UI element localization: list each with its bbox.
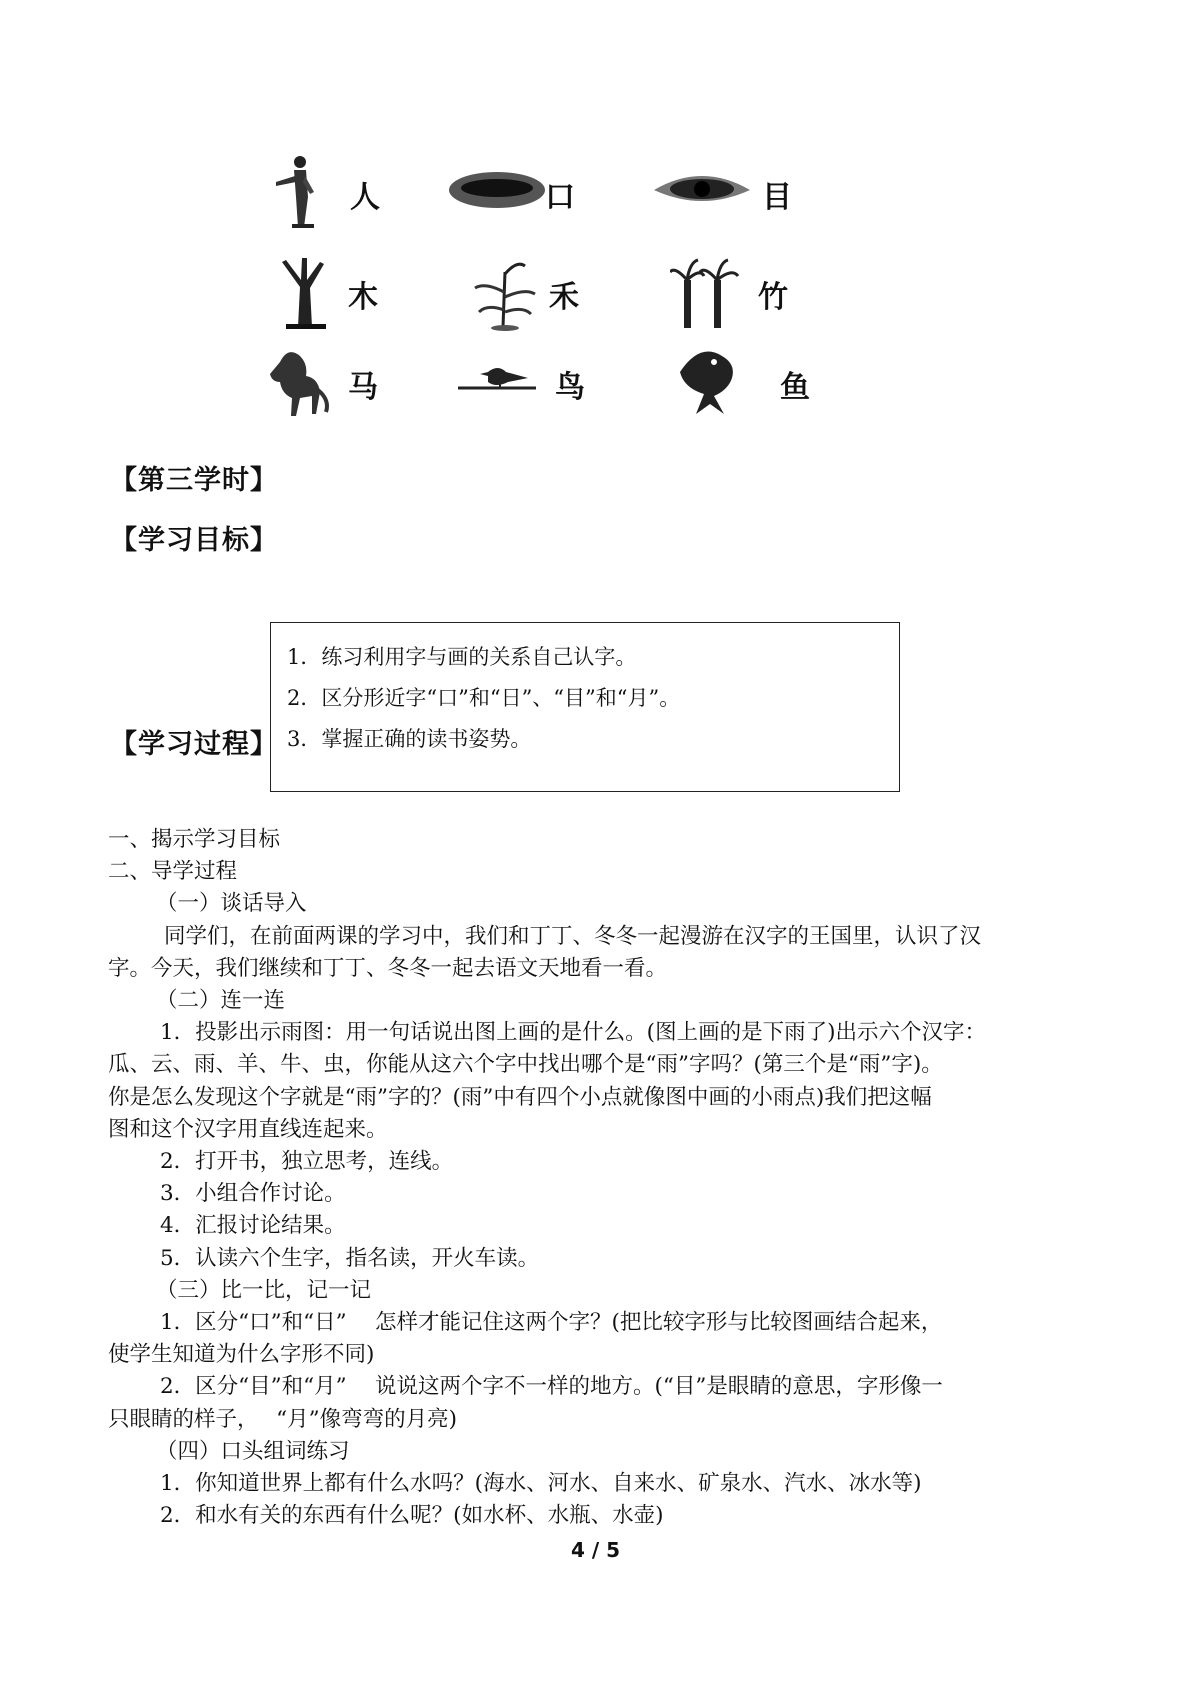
pictograph-char: 竹 [758, 280, 788, 315]
tree-pictograph-icon [270, 252, 340, 332]
body-line: （三）比一比，记一记 [156, 1277, 372, 1303]
body-line: 2．区分“目”和“月” 说说这两个字不一样的地方。(“目”是眼睛的意思，字形像一 [160, 1374, 943, 1400]
body-line: 一、揭示学习目标 [108, 827, 281, 852]
pictograph-grid [270, 152, 910, 452]
grain-pictograph-icon [465, 252, 545, 332]
body-line: 1．区分“口”和“日” 怎样才能记住这两个字？(把比较字形与比较图画结合起来， [160, 1310, 943, 1336]
process-heading: 【学习过程】 [110, 729, 278, 760]
body-line: 1．你知道世界上都有什么水吗？(海水、河水、自来水、矿泉水、汽水、冰水等) [160, 1471, 922, 1497]
body-line: 3．小组合作讨论。 [160, 1181, 346, 1207]
process-body [108, 824, 1088, 1532]
pictograph-char: 鸟 [555, 370, 585, 405]
body-line: 同学们，在前面两课的学习中，我们和丁丁、冬冬一起漫游在汉字的王国里，认识了汉 [164, 923, 982, 949]
pictograph-char: 口 [545, 180, 575, 215]
body-line: 1．投影出示雨图：用一句话说出图上画的是什么。(图上画的是下雨了)出示六个汉字： [160, 1020, 986, 1046]
body-line: 图和这个汉字用直线连起来。 [108, 1116, 388, 1142]
pictograph-char: 鱼 [780, 370, 810, 405]
pictograph-item-kou [445, 152, 665, 242]
body-line: （二）连一连 [156, 988, 286, 1014]
body-line: 4．汇报讨论结果。 [160, 1213, 346, 1239]
pictograph-item-mu-eye [652, 152, 872, 242]
pictograph-char: 木 [348, 280, 378, 315]
mouth-pictograph-icon [445, 152, 555, 232]
objectives-box [270, 622, 900, 792]
body-line: 只眼睛的样子， “月”像弯弯的月亮) [108, 1406, 457, 1432]
objectives-heading: 【学习目标】 [110, 525, 278, 556]
person-pictograph-icon [270, 152, 340, 232]
body-line: 二、导学过程 [108, 859, 238, 885]
body-line: 你是怎么发现这个字就是“雨”字的？(雨”中有四个小点就像图中画的小雨点)我们把这幅 [108, 1084, 932, 1110]
bird-pictograph-icon [458, 342, 538, 422]
fish-pictograph-icon [670, 342, 750, 422]
objective-item: 3．掌握正确的读书姿势。 [287, 727, 532, 751]
pictograph-char: 马 [348, 370, 378, 405]
body-line: 2．打开书，独立思考，连线。 [160, 1149, 454, 1175]
body-line: 瓜、云、雨、羊、牛、虫，你能从这六个字中找出哪个是“雨”字吗？(第三个是“雨”字)。 [108, 1052, 943, 1078]
pictograph-char: 人 [350, 180, 380, 215]
objective-item: 1．练习利用字与画的关系自己认字。 [287, 645, 637, 669]
pictograph-item-mu-tree [270, 252, 490, 342]
objective-item: 2．区分形近字“口”和“日”、“目”和“月”。 [287, 686, 681, 710]
body-line: 使学生知道为什么字形不同) [108, 1342, 375, 1368]
pictograph-item-niao [458, 342, 678, 432]
third-period-heading: 【第三学时】 [110, 465, 278, 496]
body-line: （一）谈话导入 [156, 891, 307, 917]
page-number: 4 / 5 [570, 1538, 621, 1562]
body-line: （四）口头组词练习 [156, 1438, 350, 1464]
horse-pictograph-icon [260, 342, 340, 422]
body-line: 2．和水有关的东西有什么呢？(如水杯、水瓶、水壶) [160, 1503, 664, 1529]
bamboo-pictograph-icon [670, 252, 750, 332]
eye-pictograph-icon [652, 152, 762, 232]
pictograph-item-ma [260, 342, 480, 432]
body-line: 字。今天，我们继续和丁丁、冬冬一起去语文天地看一看。 [108, 955, 668, 981]
pictograph-char: 禾 [549, 280, 579, 315]
pictograph-char: 目 [762, 180, 792, 215]
pictograph-item-zhu [670, 252, 890, 342]
pictograph-item-yu [670, 342, 890, 432]
pictograph-item-he [465, 252, 685, 342]
body-line: 5．认读六个生字，指名读，开火车读。 [160, 1245, 540, 1271]
